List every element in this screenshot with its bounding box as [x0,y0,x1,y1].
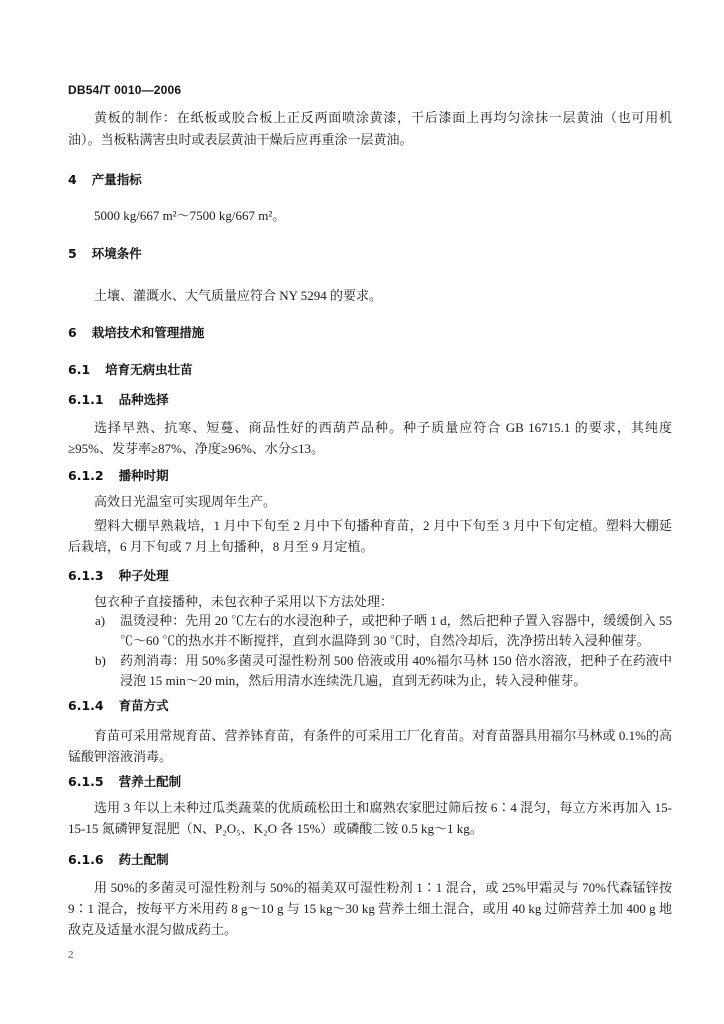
section-heading-6-1-6 [68,849,672,870]
section-number: 5 [68,246,77,261]
section-6-1-4-paragraph: 育苗可采用常规育苗、营养钵育苗，有条件的可采用工厂化育苗。对育苗器具用福尔马林或 0.1%的高锰酸钾溶液消毒。 [68,728,672,764]
section-title: 种子处理 [118,568,169,583]
section-number: 6.1.4 [68,698,104,713]
section-title: 品种选择 [118,392,169,407]
section-6-1-6-paragraph: 用 50%的多菌灵可湿性粉剂与 50%的福美双可湿性粉剂 1∶1 混合，或 25%甲霜灵与 70%代森锰锌按 9∶1 混合，按每平方米用药 8 g～10 g 与 15 kg～30 kg 营养土细土混合，或用 40 kg 过筛营养土加 400 g 地敌克及适量水混匀做成药土。 [68,880,672,937]
section-heading-6 [68,322,672,343]
section-heading-6-1-5 [68,771,672,792]
section-title: 栽培技术和管理措施 [91,325,205,340]
section-number: 6.1.3 [68,568,104,583]
section-number: 6.1.6 [68,852,104,867]
section-number: 6.1.2 [68,468,104,483]
list-marker: a) [95,613,106,628]
section-heading-6-1-4 [68,695,672,716]
list-item-a [95,611,672,650]
list-item-b [95,651,672,690]
list-item-text: 药剂消毒：用 50%多菌灵可湿性粉剂 500 倍液或用 40%福尔马林 150 倍水溶液，把种子在药液中浸泡 15 min～20 min，然后用清水连续洗几遍，直到无药味为止，转入浸种催芽。 [120,653,672,688]
section-title: 培育无病虫壮苗 [105,362,193,377]
section-title: 产量指标 [91,172,142,187]
list-marker: b) [95,653,106,668]
section-heading-6-1-2 [68,465,672,486]
running-header: DB54/T 0010—2006 [68,83,182,97]
paragraph-yellow-board: 黄板的制作：在纸板或胶合板上正反两面喷涂黄漆，干后漆面上再均匀涂抹一层黄油（也可用机油）。当板粘满害虫时或表层黄油干燥后应再重涂一层黄油。 [68,110,672,147]
section-heading-6-1-1 [68,389,672,410]
section-heading-5 [68,243,672,264]
section-title: 育苗方式 [118,698,169,713]
section-6-1-2-paragraph: 塑料大棚早熟栽培，1 月中下旬至 2 月中下旬播种育苗，2 月中下旬至 3 月中下旬定植。塑料大棚延后栽培，6 月下旬或 7 月上旬播种，8 月至 9 月定植。 [68,518,672,554]
section-title: 播种时期 [118,468,169,483]
section-title: 营养土配制 [118,774,182,789]
section-heading-6-1-3 [68,565,672,586]
section-number: 6 [68,325,77,340]
section-title: 环境条件 [91,246,142,261]
section-heading-4 [68,169,672,190]
section-number: 6.1 [68,362,91,377]
page-number: 2 [68,949,74,961]
section-6-1-5-paragraph: 选用 3 年以上未种过瓜类蔬菜的优质疏松田土和腐熟农家肥过筛后按 6∶4 混匀，每立方米再加入 15-15-15 氮磷钾复混肥（N、P₂O₅、K₂O 各 15%）或磷酸二铵 0.5 kg～1 kg。 [68,800,672,836]
section-number: 4 [68,172,77,187]
section-5-paragraph: 土壤、灌溉水、大气质量应符合 NY 5294 的要求。 [94,288,383,303]
section-6-1-1-paragraph: 选择早熟、抗寒、短蔓、商品性好的西葫芦品种。种子质量应符合 GB 16715.1 的要求，其纯度≥95%、发芽率≥87%、净度≥96%、水分≤13。 [68,420,672,456]
section-6-1-2-paragraph: 高效日光温室可实现周年生产。 [94,494,277,509]
section-number: 6.1.1 [68,392,104,407]
section-heading-6-1 [68,359,672,380]
section-title: 药土配制 [118,852,169,867]
section-number: 6.1.5 [68,774,104,789]
section-4-paragraph: 5000 kg/667 m²～7500 kg/667 m²。 [94,208,286,223]
section-6-1-3-paragraph: 包衣种子直接播种，未包衣种子采用以下方法处理： [94,594,394,609]
list-item-text: 温烫浸种：先用 20 ℃左右的水浸泡种子，或把种子晒 1 d，然后把种子置入容器中，缓缓倒入 55 ℃～60 ℃的热水并不断搅拌，直到水温降到 30 ℃时，自然冷却后，洗净捞出转入浸种催芽。 [120,613,672,648]
